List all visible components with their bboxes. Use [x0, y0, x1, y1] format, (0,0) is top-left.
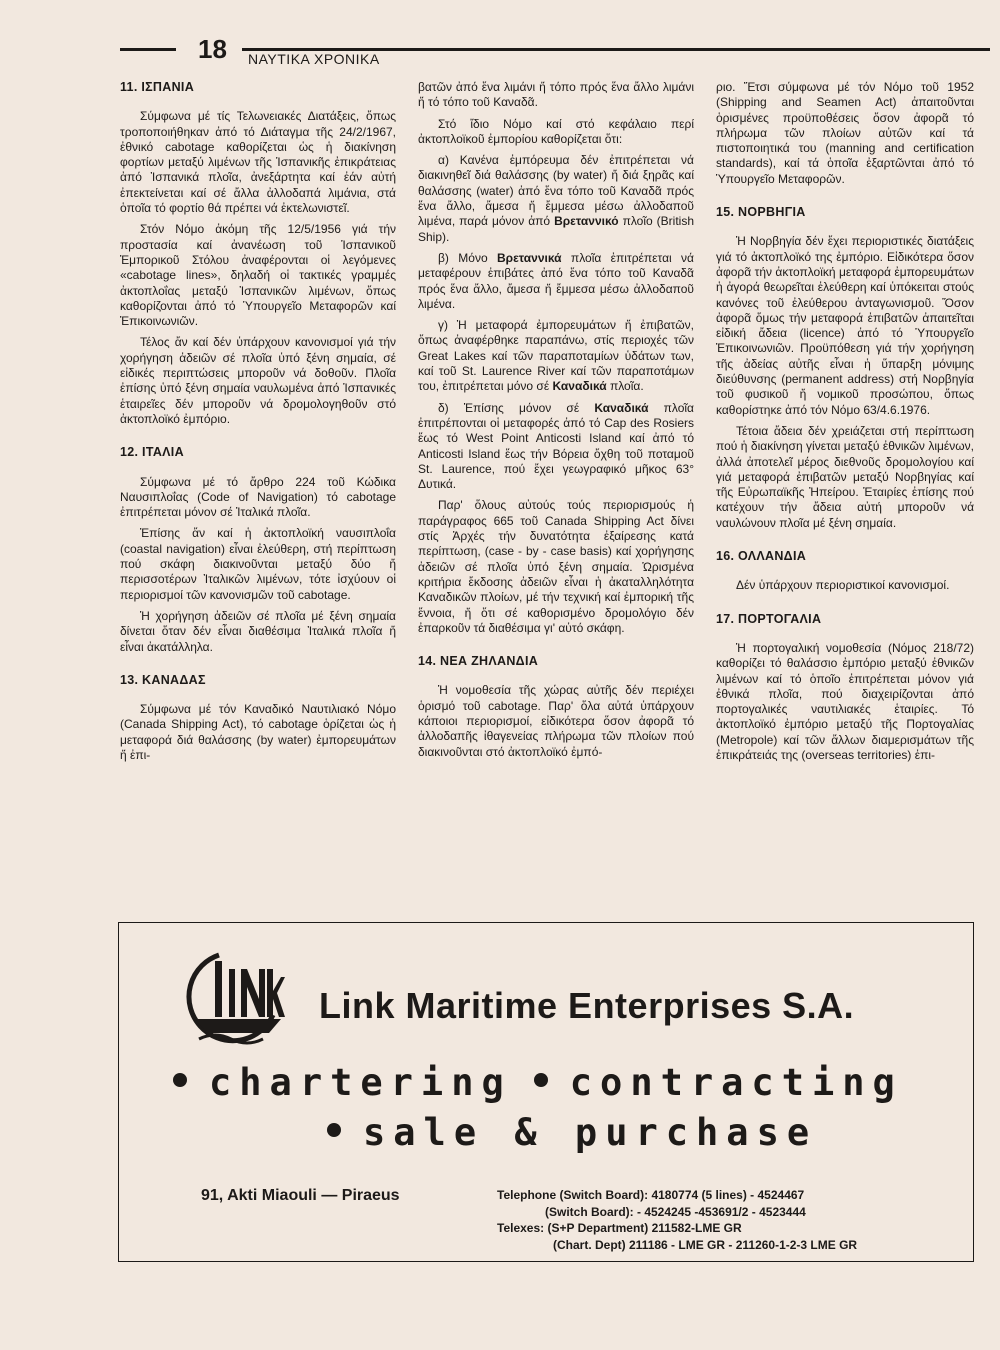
paragraph: Ἡ πορτογαλική νομοθεσία (Νόμος 218/72) καθορίζει τό θαλάσσιο ἐμπόριο μεταξύ ἐθνικῶν λιμένων καί τό ὁποῖο ἐπιτρέπεται μόνον γιά ἐθνικά πλοῖα, πού διαχειρίζονται ἀπό πορτογαλικές ναυτιλιακές ἑταιρίες. Τό ἀκτοπλοϊκό ἐμπόριο μεταξύ τῆς Πορτογαλίας (Metropole) καί τῶν ἄλλων διαμερισμάτων τῆς ἐπικράτειάς της (overseas territories) ἐπι-: [716, 640, 974, 762]
paragraph: β) Μόνο Βρεταννικά πλοῖα ἐπιτρέπεται νά μεταφέρουν ἐπιβάτες ἀπό ἕνα τόπο τοῦ Καναδᾶ πρός ἕνα ἄλλο, ἄμεσα ἤ ἔμμεσα μέσω ἀλλοδαποῦ λιμένα.: [418, 250, 694, 311]
service-sale-purchase: sale & purchase: [363, 1111, 818, 1154]
telephone-line-1: Telephone (Switch Board): 4180774 (5 lines) - 4524467: [497, 1188, 805, 1202]
page-header: [120, 34, 990, 74]
publication-title: ΝΑΥΤΙΚΑ ΧΡΟΝΙΚΑ: [248, 51, 380, 67]
section-heading-new-zealand: 14. ΝΕΑ ΖΗΛΑΝΔΙΑ: [418, 654, 539, 669]
service-chartering: chartering: [209, 1061, 512, 1104]
emphasis: Βρεταννικά: [497, 250, 562, 265]
contact-details: [497, 1187, 857, 1253]
header-rule: [242, 48, 990, 51]
paragraph: Σύμφωνα μέ τό ἄρθρο 224 τοῦ Κώδικα Ναυσιπλοΐας (Code of Navigation) τό cabotage ἐπιτρέπεται μόνον σέ Ἰταλικά πλοῖα.: [120, 474, 396, 520]
article-column-2: [418, 80, 694, 766]
page-number: 18: [198, 34, 227, 64]
telex-line-2: (Chart. Dept) 211186 - LME GR - 211260-1-2-3 LME GR: [553, 1237, 858, 1252]
section-heading-italy: 12. ΙΤΑΛΙΑ: [120, 445, 184, 460]
paragraph: Σύμφωνα μέ τόν Καναδικό Ναυτιλιακό Νόμο (Canada Shipping Act), τό cabotage ὁρίζεται ὡς ἡ μεταφορά διά θαλάσσης (by water) ἐμπορευμάτων ἤ ἐπι-: [120, 702, 396, 762]
paragraph: Στόν Νόμο ἀκόμη τῆς 12/5/1956 γιά τήν προστασία καί ἀνανέωση τοῦ Ἱσπανικοῦ Ἐμπορικοῦ Στόλου ἀναφέρονται οἱ λεγόμενες «cabotage lines», δηλαδή οἱ τακτικές γραμμές ἀκτοπλοΐας μεταξύ Ἱσπανικῶν λιμένων, ὅπως καθορίζονται ἀπό τό Ὑπουργεῖο Μεταφορῶν καί Ἐπικοινωνιῶν.: [120, 222, 396, 329]
paragraph: Στό ἴδιο Νόμο καί στό κεφάλαιο περί ἀκτοπλοϊκοῦ ἐμπορίου καθορίζεται ὅτι:: [418, 116, 694, 146]
section-heading-canada: 13. ΚΑΝΑΔΑΣ: [120, 672, 206, 687]
section-heading-portugal: 17. ΠΟΡΤΟΓΑΛΙΑ: [716, 611, 822, 626]
services-line-2: [305, 1109, 817, 1154]
emphasis: Καναδικά: [594, 400, 649, 415]
company-name: Link Maritime Enterprises S.A.: [319, 985, 855, 1026]
company-address: 91, Akti Miaouli — Piraeus: [201, 1187, 400, 1204]
paragraph: Δέν ὑπάρχουν περιοριστικοί κανονισμοί.: [736, 578, 950, 593]
section-heading-spain: 11. ΙΣΠΑΝΙΑ: [120, 80, 195, 94]
emphasis: Βρεταννικό: [554, 214, 619, 229]
paragraph: βατῶν ἀπό ἕνα λιμάνι ἤ τόπο πρός ἕνα ἄλλο λιμάνι ἤ τό τόπο τοῦ Καναδᾶ.: [418, 80, 694, 110]
paragraph: Ἡ νομοθεσία τῆς χώρας αὐτῆς δέν περιέχει ὁρισμό τοῦ cabotage. Παρ' ὅλα αὐτά ὑπάρχουν κάποιοι περιορισμοί, εἰδικότερα ὅσον ἀφορᾶ τό ἀλλοδαπῆς ἰθαγενείας πλήρωμα τῶν πλοίων πού διακινοῦνται στό ἀκτοπλοϊκό ἐμπό-: [418, 683, 694, 759]
paragraph: Ἐπίσης ἄν καί ἡ ἀκτοπλοϊκή ναυσιπλοΐα (coastal navigation) εἶναι ἐλεύθερη, στή περίπτωση πού σκάφη διακινοῦνται μεταξύ δύο ἤ περισσοτέρων Ἰταλικῶν λιμένων, τότε ἰσχύουν οἱ περιορισμοί τῶν κανονισμῶν τοῦ cabotage.: [120, 526, 396, 602]
emphasis: Καναδικά: [552, 379, 607, 394]
paragraph: Ἡ Νορβηγία δέν ἔχει περιοριστικές διατάξεις γιά τό ἀκτοπλοϊκό της ἐμπόριο. Εἰδικότερα ὅσον ἀφορᾶ τήν ἀκτοπλοϊκή μεταφορά ἐμπορευμάτων ἡ ἀγορά θεωρεῖται ἐλεύθερη καί ὑπόκειται στούς κανόνες τοῦ ἐλεύθερου ἀνταγωνισμοῦ. Ὅσον ἀφορᾶ ὅμως τήν μεταφορά ἐπιβατῶν ἀπαιτεῖται εἰδική ἄδεια (licence) ἀπό τό Ὑπουργεῖο Ἐπικοινωνιῶν. Προϋπόθεση γιά τήν χορήγηση τῆς ἀδείας αὐτῆς εἶναι ἡ ὕπαρξη μόνιμης διεύθυνσης (permanent address) στή Νορβηγία τοῦ φυσικοῦ ἤ νομικοῦ προσώπου, ὅπως καθορίστηκε ἀπό τόν Νόμο 63/4.6.1976.: [716, 234, 974, 417]
header-rule-left: [120, 48, 176, 51]
paragraph: α) Κανένα ἐμπόρευμα δέν ἐπιτρέπεται νά διακινηθεῖ διά θαλάσσης (by water) ἤ διά ξηρᾶς καί θαλάσσης (water) ἀπό ἕνα τόπο τοῦ Καναδᾶ πρός ἕνα ἄλλο, ἄμεσα ἤ ἔμμεσα μέσω ἀλλοδαποῦ λιμένα, παρά μόνον ἀπό Βρεταννικό πλοῖο (British Ship).: [418, 153, 695, 244]
paragraph: Τέλος ἄν καί δέν ὑπάρχουν κανονισμοί γιά τήν χορήγηση ἀδειῶν σέ πλοῖα ὑπό ξένη σημαία, σέ εἰδικές περιπτώσεις μποροῦν νά δοθοῦν. Πλοῖα ἐπίσης ὑπό ξένη σημαία ναυλωμένα ἀπό Ἱσπανικές ἑταιρεῖες δέν μποροῦν νά δρομολογηθοῦν στό ἀκτοπλοϊκό ἐμπόριο.: [120, 335, 396, 426]
telephone-line-2: (Switch Board): - 4524245 -453691/2 - 4523444: [545, 1204, 806, 1219]
paragraph: ριο. Ἔτσι σύμφωνα μέ τόν Νόμο τοῦ 1952 (Shipping and Seamen Act) ἀπαιτοῦνται ὁρισμένες προϋποθέσεις ὅσον ἀφορᾶ τό πλήρωμα τῶν πλοίων αὐτῶν καί τά πιστοποιητικά του (manning and certification standards), καί τά ὁποῖα ἐξαρτῶνται ἀπό τό Ὑπουργεῖο Μεταφορῶν.: [716, 80, 974, 186]
advertisement-box: [118, 922, 974, 1262]
article-column-1: [120, 80, 396, 769]
section-heading-norway: 15. ΝΟΡΒΗΓΙΑ: [716, 205, 806, 220]
link-logo-icon: [185, 947, 285, 1047]
services-line-1: [151, 1059, 903, 1104]
bullet-icon: [173, 1073, 187, 1087]
telex-line-1: Telexes: (S+P Department) 211582-LME GR: [497, 1221, 742, 1235]
paragraph: Παρ' ὅλους αὐτούς τούς περιορισμούς ἡ παράγραφος 665 τοῦ Canada Shipping Act δίνει στίς Ἀρχές τήν δυνατότητα ἐξαίρεσης κατά περίπτωση, (case - by - case basis) καί χορήγησης ἀδειῶν σέ πλοῖα ὑπό ξένη σημαία. Ὡρισμένα κριτήρια ἔκδοσης ἀδειῶν εἶναι ἡ ἀκαταλληλότητα Καναδικῶν πλοίων, μέ τήν τεχνική καί ἐμπορική τῆς ἔννοια, ἤ ὅτι σέ καθορισμένο δρομολόγιο δέν ἐπαρκοῦν τά διαθέσιμα γι' αὐτό σκάφη.: [418, 498, 694, 635]
paragraph: Τέτοια ἄδεια δέν χρειάζεται στή περίπτωση πού ἡ διακίνηση γίνεται μεταξύ ἐθνικῶν λιμένων, ἀλλά ἀποτελεῖ μέρος διεθνοῦς δρομολογίου καί γιά μεταφορά ἐπιβατῶν μεταξύ Νορβηγίας καί τῆς Εὐρωπαϊκῆς Ἠπείρου. Ἑταιρίες ἐπίσης πού κατέχουν τήν ἄδεια αὐτή μποροῦν νά ναυλώνουν πλοῖα μέ ξένη σημαία.: [716, 423, 974, 530]
paragraph: Ἡ χορήγηση ἀδειῶν σέ πλοῖα μέ ξένη σημαία δίνεται ὅταν δέν εἶναι διαθέσιμα Ἰταλικά πλοῖα ἤ εἶναι ἀκατάλληλα.: [120, 608, 396, 654]
bullet-icon: [327, 1123, 341, 1137]
paragraph: δ) Ἐπίσης μόνον σέ Καναδικά πλοῖα ἐπιτρέπονται οἱ μεταφορές ἀπό τό Cap des Rosiers ἕως τό West Point Anticosti Island καί ἀπό τό Anticosti Island ἕως τήν Βόρεια ὄχθη τοῦ ποταμοῦ St. Laurence, πού ἔχει γεωγραφικό μῆκος 63° Δυτικά.: [418, 400, 694, 492]
paragraph: Σύμφωνα μέ τίς Τελωνειακές Διατάξεις, ὅπως τροποποιήθηκαν ἀπό τό Διάταγμα τῆς 24/2/1967, ἐθνικό cabotage καθορίζεται ὡς ἡ διακίνηση φορτίων μεταξύ λιμένων τῆς Ἱσπανικῆς ἐπικράτειας ἀπό Ἱσπανικά πλοῖα, ἀνεξάρτητα καί ἐάν αὐτή ἐπεκτείνεται καί σέ ἄλλα ἀλλοδαπά λιμάνια, στά ὁποῖα τό φορτίο θά πρέπει νά ἐκτελωνιστεῖ.: [120, 109, 396, 216]
bullet-icon: [534, 1073, 548, 1087]
paragraph: γ) Ἡ μεταφορά ἐμπορευμάτων ἤ ἐπιβατῶν, ὅπως ἀναφέρθηκε παραπάνω, στίς περιοχές τῶν Great Lakes καί τῶν παραποταμίων ὑδάτων των, καί τοῦ St. Laurence River καί τῶν παραποτάμων του, ἐπιτρέπεται μόνο σέ Καναδικά πλοῖα.: [418, 318, 694, 394]
service-contracting: contracting: [569, 1061, 903, 1104]
section-heading-netherlands: 16. ΟΛΛΑΝΔΙΑ: [716, 549, 807, 564]
article-column-3: [716, 80, 974, 769]
